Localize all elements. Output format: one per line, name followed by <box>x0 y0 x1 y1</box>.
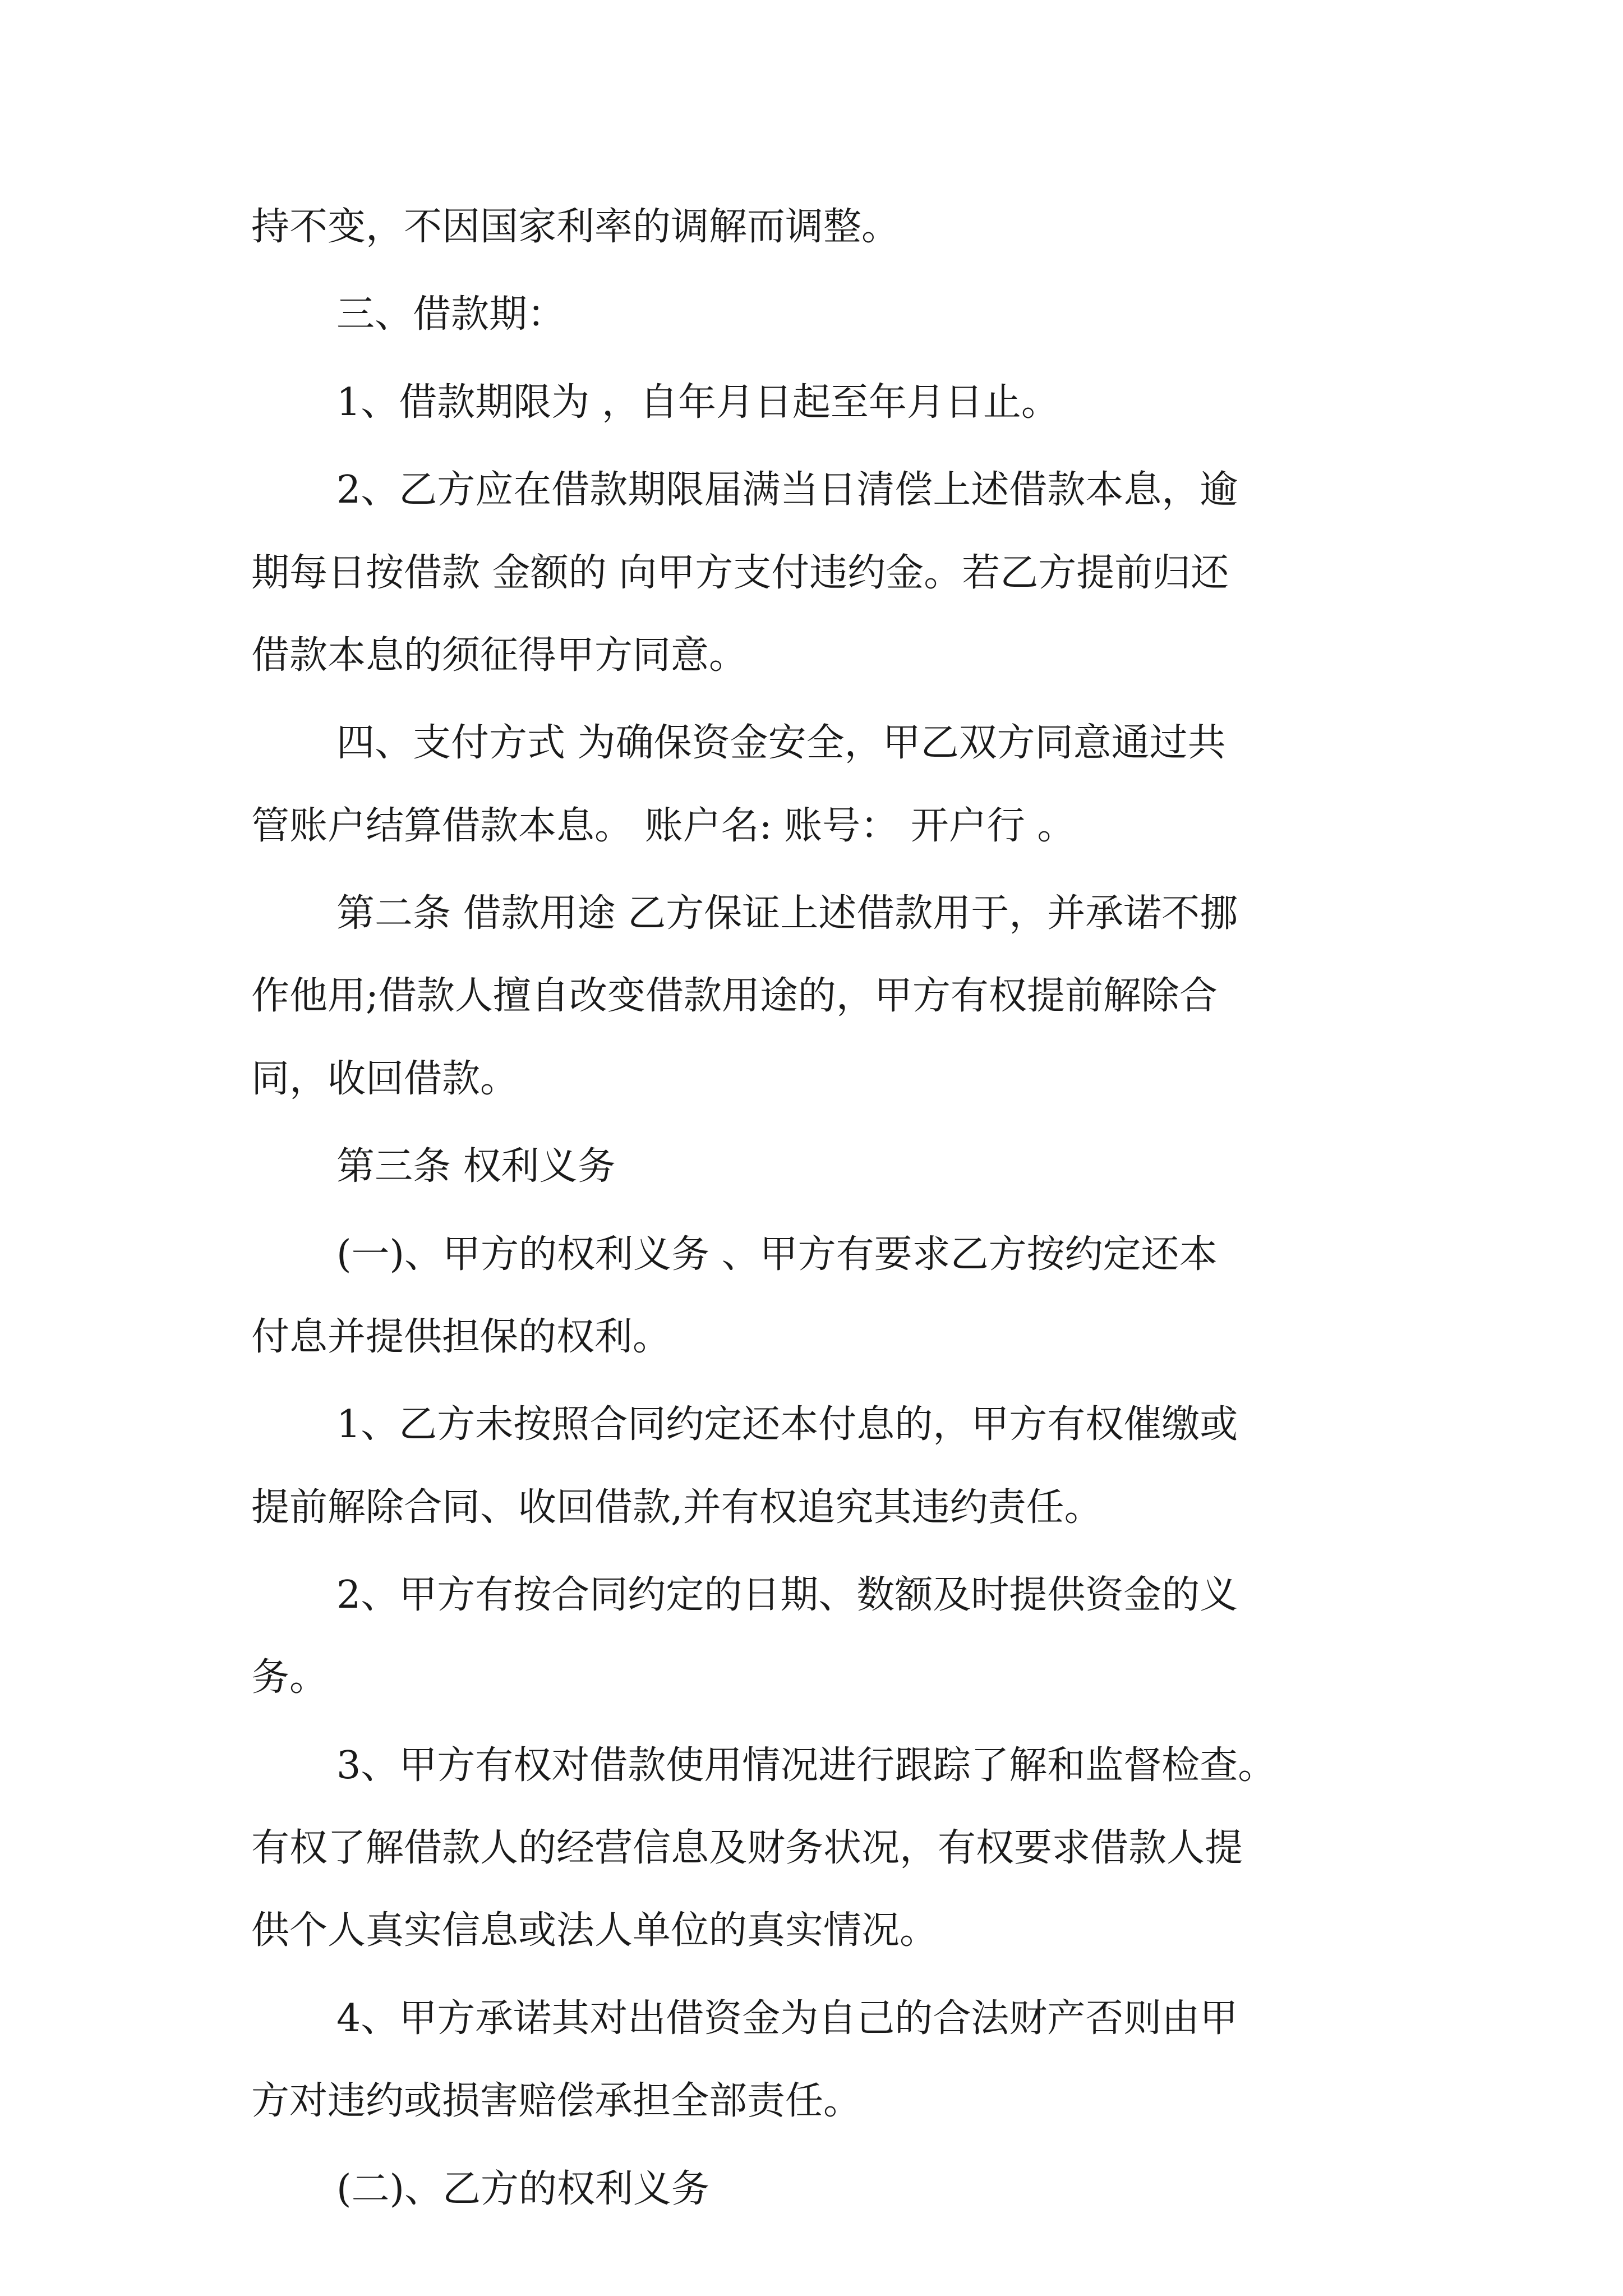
subsection-heading: (二)、乙方的权利义务 <box>336 2167 710 2211</box>
text-line: 1、乙方未按照合同约定还本付息的，甲方有权催缴或 <box>336 1402 1238 1447</box>
text-line: 1、借款期限为 ，自年月日起至年月日止。 <box>336 380 1059 425</box>
subsection-heading: (一)、甲方的权利义务 、甲方有要求乙方按约定还本 <box>336 1232 1218 1277</box>
text-line: 管账户结算借款本息。 账户名: 账号： 开户行 。 <box>251 804 1076 848</box>
text-line: 有权了解借款人的经营信息及财务状况，有权要求借款人提 <box>251 1826 1243 1870</box>
text-line: 务。 <box>251 1655 328 1700</box>
text-line: 作他用;借款人擅自改变借款用途的，甲方有权提前解除合 <box>251 974 1218 1018</box>
text-line: 2、甲方有按合同约定的日期、数额及时提供资金的义 <box>336 1573 1238 1617</box>
text-line: 方对违约或损害赔偿承担全部责任。 <box>251 2079 862 2123</box>
text-line: 4、甲方承诺其对出借资金为自己的合法财产否则由甲 <box>336 1996 1238 2041</box>
text-line: 四、支付方式 为确保资金安全，甲乙双方同意通过共 <box>336 721 1226 765</box>
text-line: 持不变，不因国家利率的调解而调整。 <box>251 205 900 249</box>
text-line: 同，收回借款。 <box>251 1057 519 1101</box>
text-line: 2、乙方应在借款期限届满当日清偿上述借款本息，逾 <box>336 468 1238 512</box>
section-heading: 三、借款期： <box>336 292 566 337</box>
text-line: 借款本息的须征得甲方同意。 <box>251 633 748 678</box>
text-line: 提前解除合同、收回借款,并有权追究其违约责任。 <box>251 1485 1103 1530</box>
text-line: 期每日按借款 金额的 向甲方支付违约金。若乙方提前归还 <box>251 551 1229 595</box>
text-line: 付息并提供担保的权利。 <box>251 1315 671 1359</box>
text-line: 供个人真实信息或法人单位的真实情况。 <box>251 1908 938 1953</box>
text-line: 3、甲方有权对借款使用情况进行跟踪了解和监督检查。 <box>336 1743 1276 1788</box>
article-heading: 第二条 借款用途 乙方保证上述借款用于，并承诺不挪 <box>336 891 1238 936</box>
article-heading: 第三条 权利义务 <box>336 1144 616 1189</box>
